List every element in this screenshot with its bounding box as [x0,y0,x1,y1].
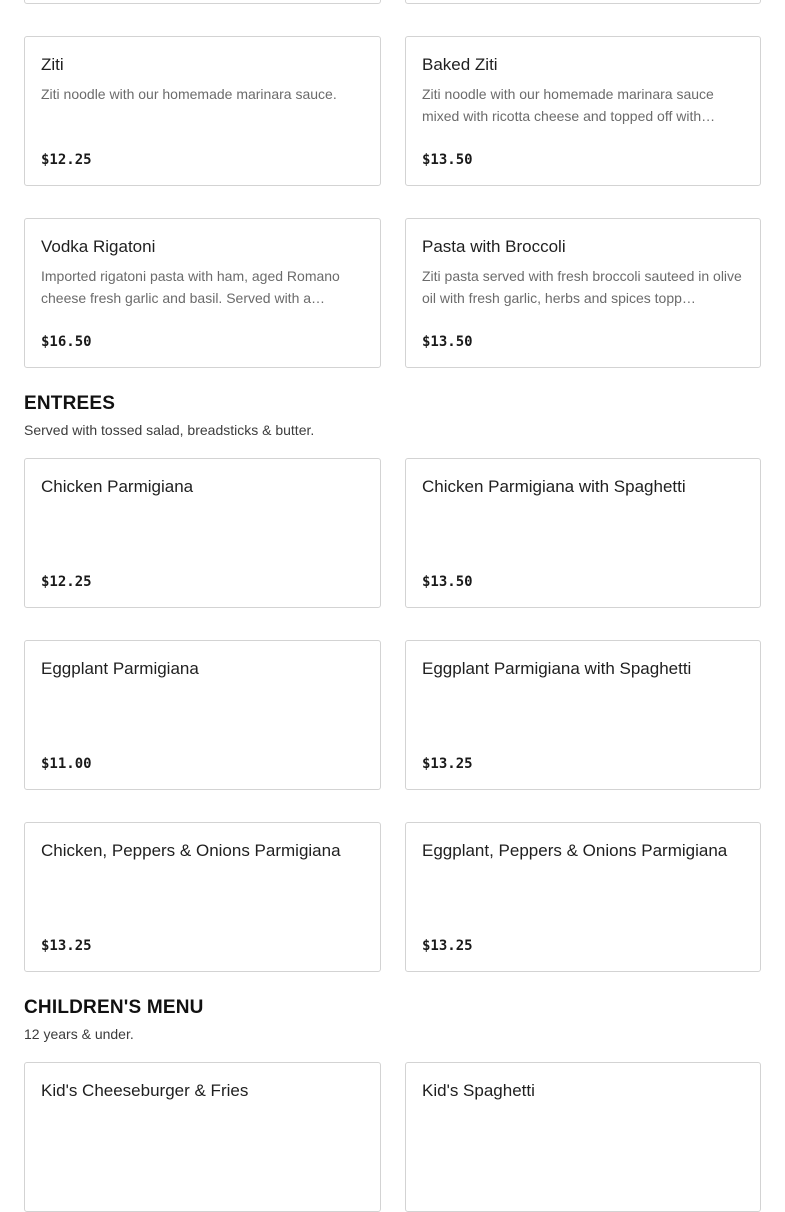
menu-item-price: $12.25 [41,152,92,168]
menu-item-name: Pasta with Broccoli [422,237,566,256]
menu-item-price: $13.25 [422,938,473,954]
menu-item-description: Ziti pasta served with fresh broccoli sauteed in olive oil with fresh garlic, herbs and spices topp… [422,268,742,306]
menu-item-card-kids-spaghetti[interactable] [405,1062,761,1212]
menu-item-price: $16.50 [41,334,92,350]
menu-item-price: $13.25 [422,756,473,772]
menu-item-name: Kid's Cheeseburger & Fries [41,1081,249,1100]
menu-item-card-chicken-parmigiana-spaghetti[interactable] [405,458,761,608]
menu-item-name: Vodka Rigatoni [41,237,156,256]
section-title-childrens-menu: CHILDREN'S MENU [24,997,204,1018]
menu-item-price: $13.50 [422,152,473,168]
menu-item-card[interactable] [24,0,381,4]
menu-item-price: $13.50 [422,574,473,590]
menu-item-price: $11.00 [41,756,92,772]
menu-item-name: Ziti [41,55,64,74]
menu-item-price: $13.25 [41,938,92,954]
menu-item-price: $13.50 [422,334,473,350]
menu-item-description: Ziti noodle with our homemade marinara sauce mixed with ricotta cheese and topped off with… [422,86,716,124]
menu-item-card-eggplant-parmigiana-spaghetti[interactable] [405,640,761,790]
menu-item-name: Eggplant Parmigiana with Spaghetti [422,659,692,678]
section-title-entrees: ENTREES [24,393,116,414]
menu-item-price: $12.25 [41,574,92,590]
section-subtitle-entrees: Served with tossed salad, breadsticks & butter. [24,422,315,438]
menu-item-name: Chicken, Peppers & Onions Parmigiana [41,841,341,860]
menu-item-name: Chicken Parmigiana with Spaghetti [422,477,686,496]
menu-item-name: Kid's Spaghetti [422,1081,535,1100]
menu-item-card-pasta-with-broccoli[interactable] [405,218,761,368]
section-subtitle-childrens-menu: 12 years & under. [24,1026,134,1042]
menu-item-card-baked-ziti[interactable] [405,36,761,186]
menu-item-description: Imported rigatoni pasta with ham, aged Romano cheese fresh garlic and basil. Served with a… [41,268,340,306]
menu-item-name: Eggplant Parmigiana [41,659,199,678]
menu-item-name: Eggplant, Peppers & Onions Parmigiana [422,841,728,860]
menu-item-card[interactable] [405,0,761,4]
menu-item-card-eggplant-parmigiana[interactable] [24,640,381,790]
menu-item-name: Chicken Parmigiana [41,477,194,496]
menu-item-card-ziti[interactable] [24,36,381,186]
menu-item-name: Baked Ziti [422,55,498,74]
menu-item-card-chicken-parmigiana[interactable] [24,458,381,608]
menu-item-description: Ziti noodle with our homemade marinara sauce. [41,86,337,102]
menu-item-card-kids-cheeseburger[interactable] [24,1062,381,1212]
menu-item-card-chicken-peppers-onions[interactable] [24,822,381,972]
menu-item-card-eggplant-peppers-onions[interactable] [405,822,761,972]
menu-item-card-vodka-rigatoni[interactable] [24,218,381,368]
